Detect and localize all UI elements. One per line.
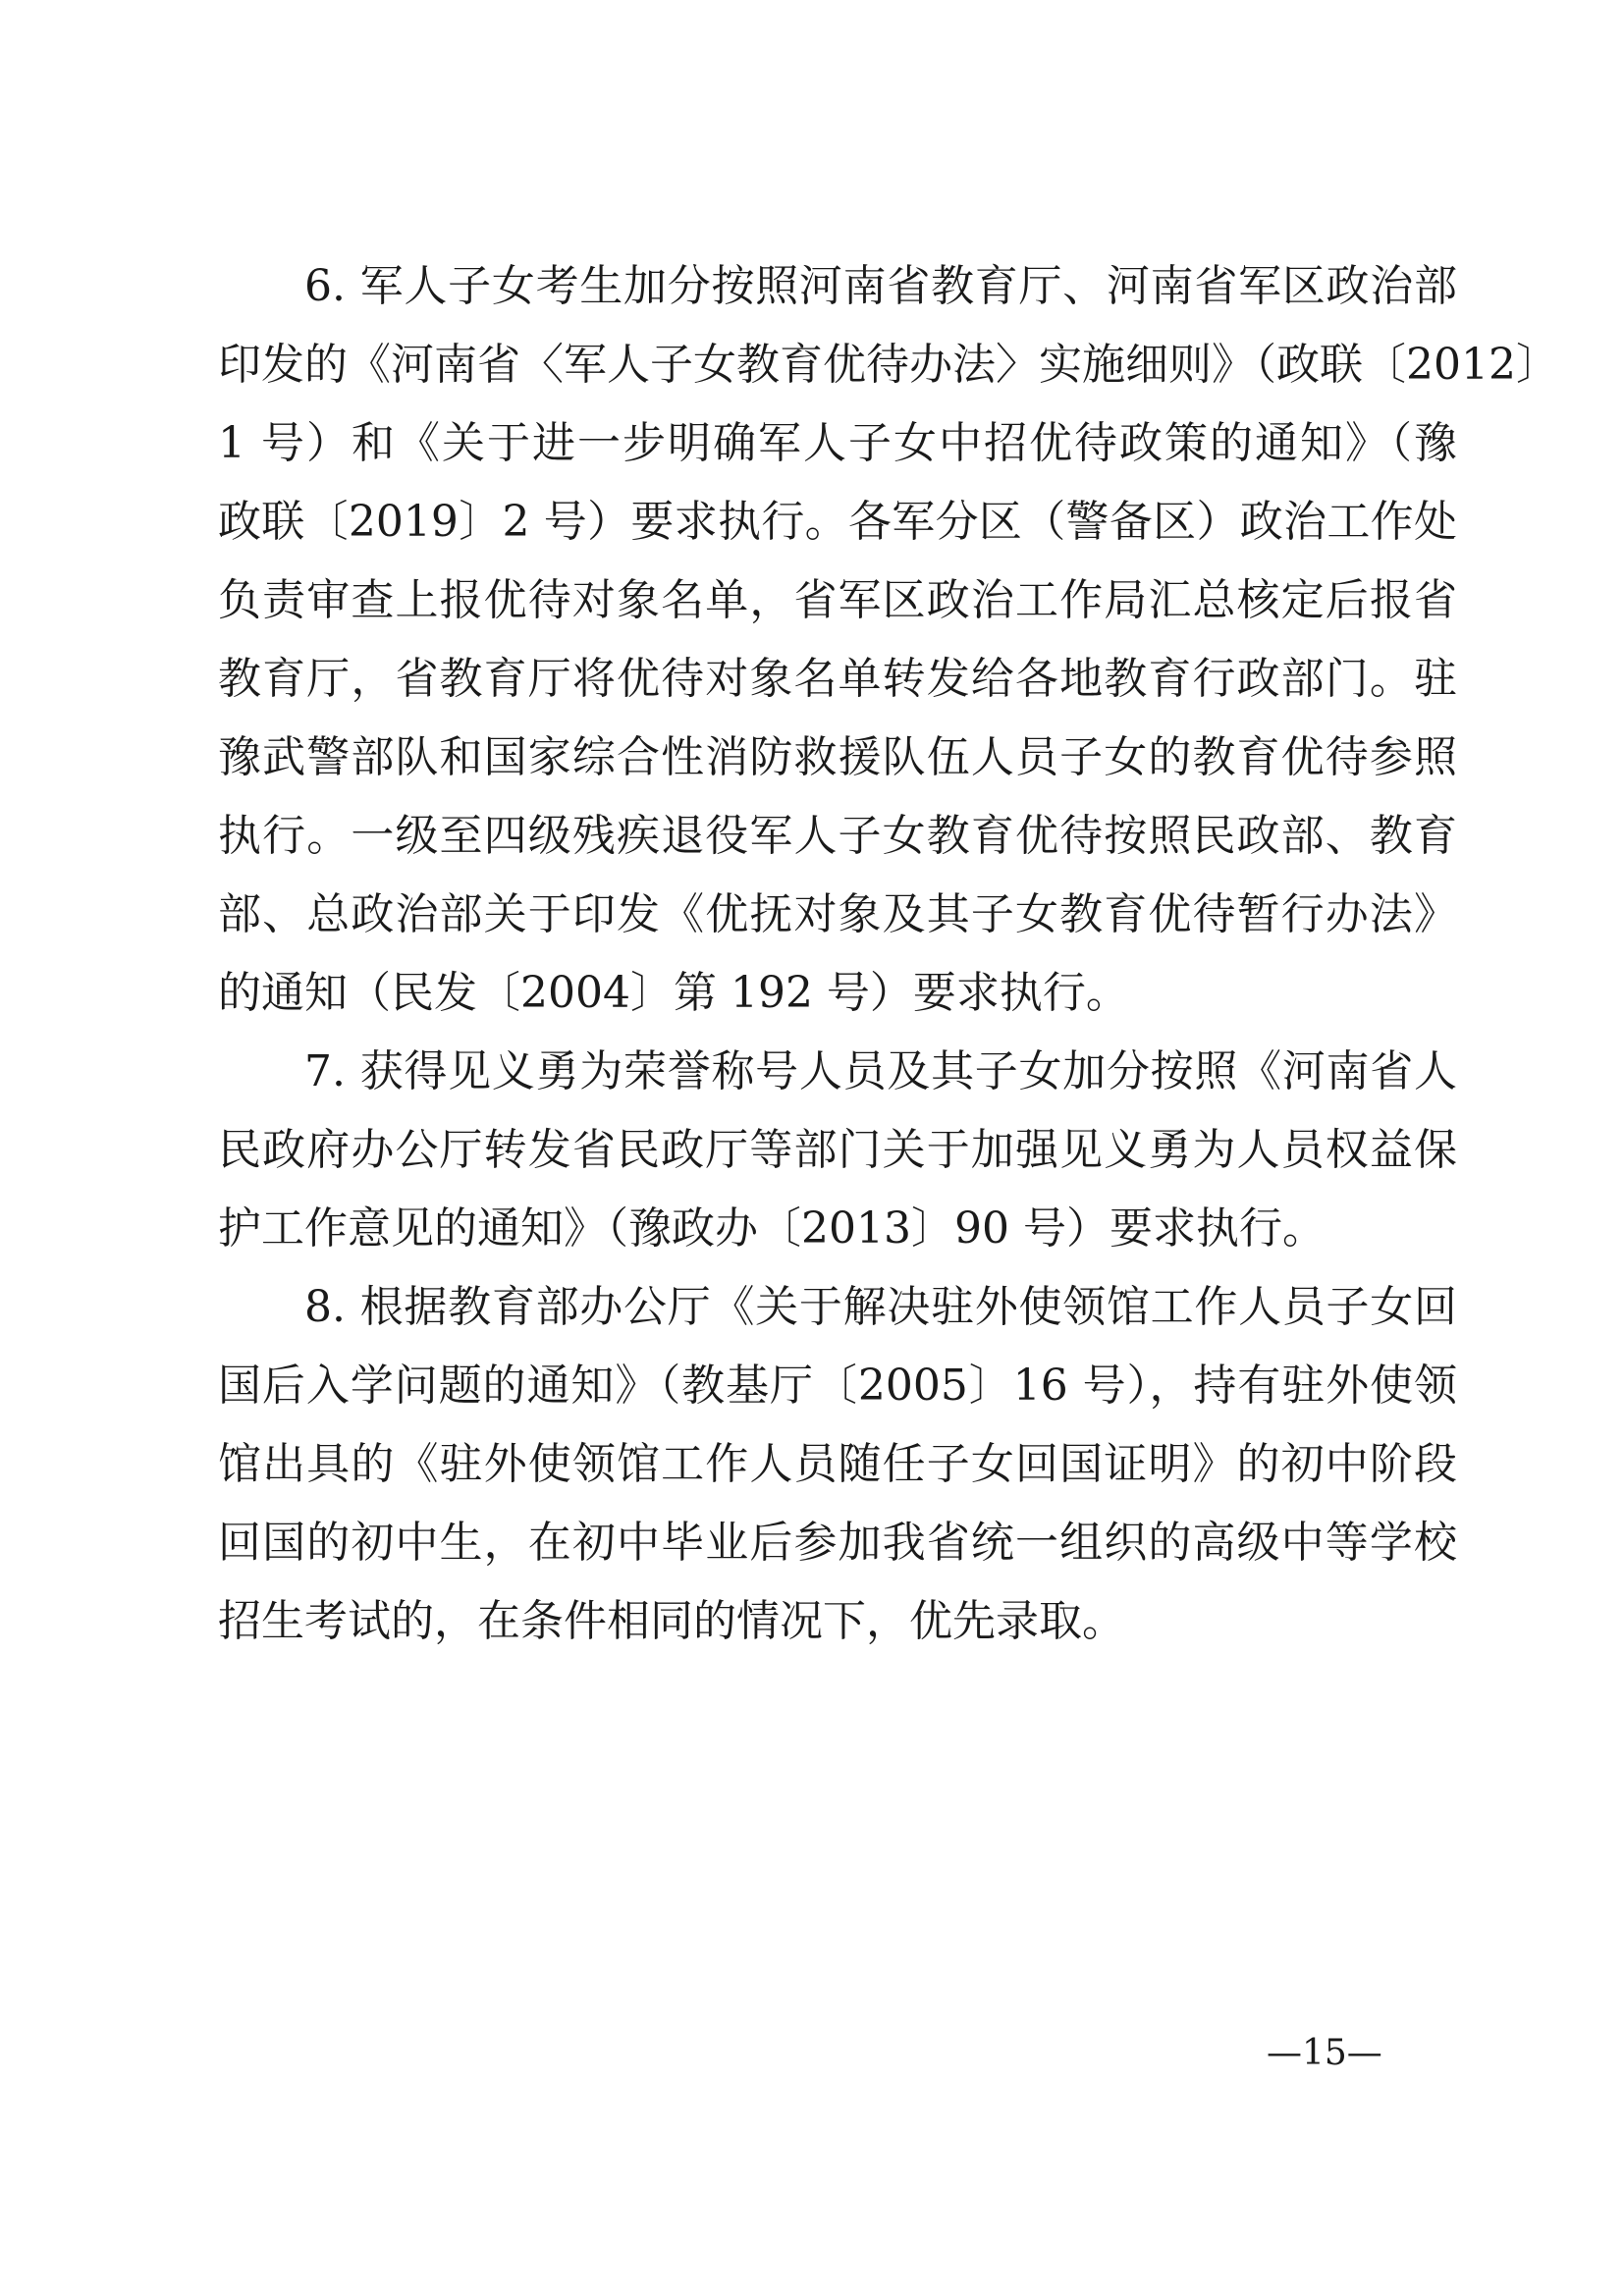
paragraph-6-line-9: 部、总政治部关于印发《优抚对象及其子女教育优待暂行办法》 — [218, 889, 1457, 939]
paragraph-6-line-7: 豫武警部队和国家综合性消防救援队伍人员子女的教育优待参照 — [218, 732, 1457, 782]
paragraph-6-line-1: 6. 军人子女考生加分按照河南省教育厅、河南省军区政治部 — [304, 261, 1457, 311]
paragraph-6-line-6: 教育厅，省教育厅将优待对象名单转发给各地教育行政部门。驻 — [218, 654, 1457, 704]
page-number: —15— — [1267, 2033, 1382, 2073]
paragraph-8-line-4: 回国的初中生，在初中毕业后参加我省统一组织的高级中等学校 — [218, 1518, 1457, 1568]
paragraph-7-line-3: 护工作意见的通知》（豫政办〔2013〕90 号）要求执行。 — [218, 1203, 1326, 1254]
paragraph-8-line-3: 馆出具的《驻外使领馆工作人员随任子女回国证明》的初中阶段 — [218, 1439, 1457, 1489]
paragraph-8-line-2: 国后入学问题的通知》（教基厅〔2005〕16 号），持有驻外使领 — [218, 1361, 1457, 1411]
paragraph-6-line-3: 1 号）和《关于进一步明确军人子女中招优待政策的通知》（豫 — [218, 418, 1457, 468]
paragraph-8-line-1: 8. 根据教育部办公厅《关于解决驻外使领馆工作人员子女回 — [304, 1282, 1457, 1332]
paragraph-6-line-5: 负责审查上报优待对象名单，省军区政治工作局汇总核定后报省 — [218, 575, 1457, 625]
paragraph-6-line-10: 的通知（民发〔2004〕第 192 号）要求执行。 — [218, 968, 1129, 1018]
paragraph-6-line-2: 印发的《河南省〈军人子女教育优待办法〉实施细则》（政联〔2012〕 — [218, 340, 1559, 390]
paragraph-6-line-8: 执行。一级至四级残疾退役军人子女教育优待按照民政部、教育 — [218, 811, 1457, 861]
paragraph-7-line-1: 7. 获得见义勇为荣誉称号人员及其子女加分按照《河南省人 — [304, 1046, 1457, 1096]
paragraph-7-line-2: 民政府办公厅转发省民政厅等部门关于加强见义勇为人员权益保 — [218, 1125, 1457, 1175]
paragraph-6-line-4: 政联〔2019〕2 号）要求执行。各军分区（警备区）政治工作处 — [218, 497, 1457, 547]
paragraph-8-line-5: 招生考试的，在条件相同的情况下，优先录取。 — [218, 1596, 1125, 1646]
